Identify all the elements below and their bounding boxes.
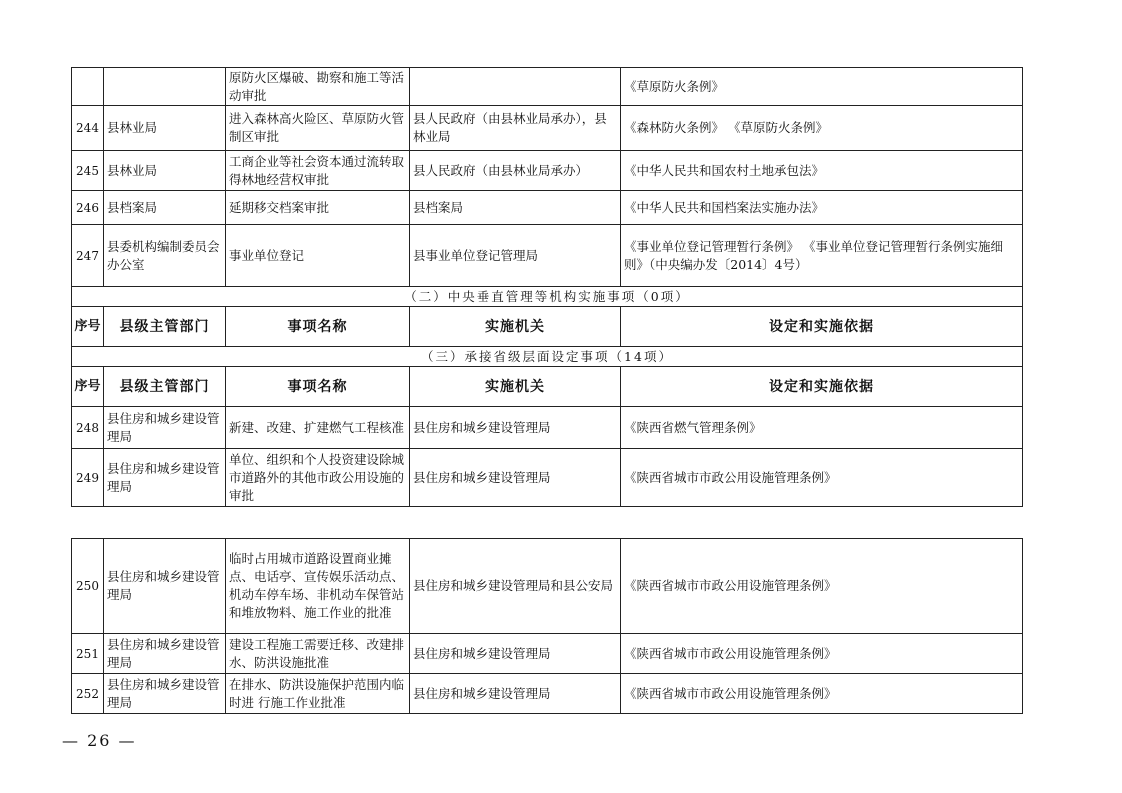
dept-cell: 县住房和城乡建设管理局 — [104, 407, 226, 449]
seq-cell — [72, 68, 104, 106]
column-header-row — [72, 307, 1023, 347]
basis-header: 设定和实施依据 — [621, 307, 1023, 347]
item-cell: 单位、组织和个人投资建设除城市道路外的其他市政公用设施的审批 — [226, 449, 410, 507]
table-row — [72, 68, 1023, 106]
agency-cell — [410, 68, 621, 106]
dept-cell: 县林业局 — [104, 151, 226, 191]
table-row — [72, 674, 1023, 714]
basis-cell: 《草原防火条例》 — [621, 68, 1023, 106]
section-heading: （二）中央垂直管理等机构实施事项（0项） — [72, 287, 1023, 307]
item-cell: 事业单位登记 — [226, 225, 410, 287]
item-cell: 原防火区爆破、勘察和施工等活动审批 — [226, 68, 410, 106]
table-row — [72, 634, 1023, 674]
agency-cell: 县人民政府（由县林业局承办），县林业局 — [410, 106, 621, 151]
dept-header: 县级主管部门 — [104, 307, 226, 347]
basis-cell: 《中华人民共和国档案法实施办法》 — [621, 191, 1023, 225]
dept-cell — [104, 68, 226, 106]
seq-cell: 246 — [72, 191, 104, 225]
agency-header: 实施机关 — [410, 307, 621, 347]
dept-cell: 县档案局 — [104, 191, 226, 225]
seq-cell: 248 — [72, 407, 104, 449]
item-cell: 延期移交档案审批 — [226, 191, 410, 225]
table-row — [72, 225, 1023, 287]
section-heading-row — [72, 287, 1023, 307]
seq-cell: 247 — [72, 225, 104, 287]
basis-cell: 《陕西省城市市政公用设施管理条例》 — [621, 674, 1023, 714]
seq-cell: 249 — [72, 449, 104, 507]
item-cell: 进入森林高火险区、草原防火管制区审批 — [226, 106, 410, 151]
agency-cell: 县住房和城乡建设管理局和县公安局 — [410, 539, 621, 634]
page-number: — 26 — — [62, 731, 137, 750]
table-row — [72, 539, 1023, 634]
agency-cell: 县住房和城乡建设管理局 — [410, 449, 621, 507]
item-cell: 新建、改建、扩建燃气工程核准 — [226, 407, 410, 449]
basis-cell: 《森林防火条例》 《草原防火条例》 — [621, 106, 1023, 151]
seq-header: 序号 — [72, 307, 104, 347]
agency-cell: 县档案局 — [410, 191, 621, 225]
item-cell: 建设工程施工需要迁移、改建排水、防洪设施批准 — [226, 634, 410, 674]
dept-cell: 县住房和城乡建设管理局 — [104, 539, 226, 634]
item-cell: 临时占用城市道路设置商业摊点、电话亭、宣传娱乐活动点、机动车停车场、非机动车保管站和堆放物料、施工作业的批准 — [226, 539, 410, 634]
dept-header: 县级主管部门 — [104, 367, 226, 407]
item-header: 事项名称 — [226, 367, 410, 407]
table-row — [72, 191, 1023, 225]
agency-cell: 县住房和城乡建设管理局 — [410, 634, 621, 674]
basis-cell: 《陕西省城市市政公用设施管理条例》 — [621, 539, 1023, 634]
approval-items-table — [71, 67, 1023, 507]
basis-cell: 《中华人民共和国农村土地承包法》 — [621, 151, 1023, 191]
seq-header: 序号 — [72, 367, 104, 407]
basis-cell: 《陕西省燃气管理条例》 — [621, 407, 1023, 449]
agency-cell: 县事业单位登记管理局 — [410, 225, 621, 287]
seq-cell: 245 — [72, 151, 104, 191]
item-header: 事项名称 — [226, 307, 410, 347]
basis-header: 设定和实施依据 — [621, 367, 1023, 407]
agency-cell: 县住房和城乡建设管理局 — [410, 674, 621, 714]
column-header-row — [72, 367, 1023, 407]
dept-cell: 县住房和城乡建设管理局 — [104, 449, 226, 507]
basis-cell: 《陕西省城市市政公用设施管理条例》 — [621, 449, 1023, 507]
table-row — [72, 151, 1023, 191]
seq-cell: 244 — [72, 106, 104, 151]
table-row — [72, 407, 1023, 449]
agency-cell: 县住房和城乡建设管理局 — [410, 407, 621, 449]
section-heading-row — [72, 347, 1023, 367]
item-cell: 在排水、防洪设施保护范围内临时进 行施工作业批准 — [226, 674, 410, 714]
table-row — [72, 106, 1023, 151]
approval-items-table-continued — [71, 538, 1023, 714]
dept-cell: 县住房和城乡建设管理局 — [104, 634, 226, 674]
dept-cell: 县委机构编制委员会办公室 — [104, 225, 226, 287]
basis-cell: 《陕西省城市市政公用设施管理条例》 — [621, 634, 1023, 674]
section-heading: （三）承接省级层面设定事项（14项） — [72, 347, 1023, 367]
table-row — [72, 449, 1023, 507]
dept-cell: 县住房和城乡建设管理局 — [104, 674, 226, 714]
item-cell: 工商企业等社会资本通过流转取得林地经营权审批 — [226, 151, 410, 191]
agency-cell: 县人民政府（由县林业局承办） — [410, 151, 621, 191]
seq-cell: 252 — [72, 674, 104, 714]
seq-cell: 251 — [72, 634, 104, 674]
basis-cell: 《事业单位登记管理暂行条例》 《事业单位登记管理暂行条例实施细则》（中央编办发〔2014〕4号） — [621, 225, 1023, 287]
dept-cell: 县林业局 — [104, 106, 226, 151]
agency-header: 实施机关 — [410, 367, 621, 407]
seq-cell: 250 — [72, 539, 104, 634]
